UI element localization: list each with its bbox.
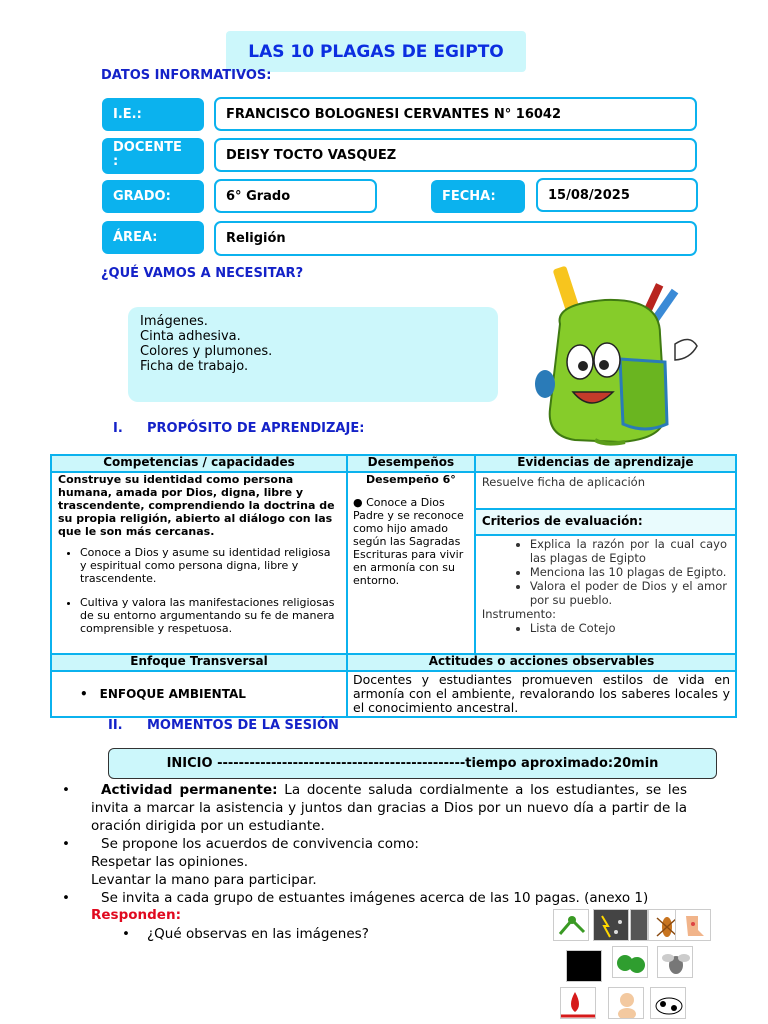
plague-image-darkness-small bbox=[630, 909, 648, 941]
plague-image-darkness bbox=[566, 950, 602, 982]
bullet: • bbox=[62, 782, 70, 798]
plague-image-fly bbox=[657, 946, 693, 978]
actividad-paragraph bbox=[91, 781, 687, 835]
materials-box bbox=[128, 307, 498, 402]
ie-value: FRANCISCO BOLOGNESI CERVANTES N° 16042 bbox=[214, 97, 697, 131]
fecha-label: FECHA: bbox=[431, 180, 525, 213]
proposito-number: I. bbox=[113, 421, 123, 436]
enfoque-text: ENFOQUE AMBIENTAL bbox=[99, 687, 246, 701]
plague-image-blood bbox=[560, 987, 596, 1019]
header-enfoque: Enfoque Transversal bbox=[51, 654, 347, 671]
acuerdos-text: Se propone los acuerdos de convivencia como: bbox=[101, 836, 419, 852]
material-item: Imágenes. bbox=[140, 314, 208, 329]
docente-label-text: DOCENTE bbox=[113, 140, 182, 155]
fecha-value: 15/08/2025 bbox=[536, 178, 698, 212]
enfoque-cell bbox=[51, 671, 347, 717]
plague-image-cattle bbox=[650, 987, 686, 1019]
proposito-heading: PROPÓSITO DE APRENDIZAJE: bbox=[147, 421, 365, 436]
docente-label bbox=[102, 138, 204, 174]
criterio-item: • Valora el poder de Dios y el amor por su pueblo. bbox=[530, 579, 727, 607]
area-value: Religión bbox=[214, 221, 697, 256]
momentos-heading: MOMENTOS DE LA SESIÓN bbox=[147, 718, 339, 733]
criterios-title: Criterios de evaluación: bbox=[475, 509, 736, 535]
acuerdo-1: Respetar las opiniones. bbox=[91, 854, 249, 870]
acuerdo-2: Levantar la mano para participar. bbox=[91, 872, 317, 888]
grado-label: GRADO: bbox=[102, 180, 204, 213]
instrumento-label: Instrumento: bbox=[481, 607, 556, 621]
capacidad-item: • Cultiva y valora las manifestaciones religiosas de su entorno argumentando su fe de manera comprensible y respetuosa. bbox=[80, 596, 340, 635]
header-desempenos: Desempeños bbox=[347, 455, 475, 472]
instrumento-item: • Lista de Cotejo bbox=[530, 621, 727, 635]
enfoque-bullet: • bbox=[80, 687, 88, 701]
header-competencias: Competencias / capacidades bbox=[51, 455, 347, 472]
ie-label: I.E.: bbox=[102, 98, 204, 131]
bullet: • bbox=[62, 890, 70, 906]
material-item: Colores y plumones. bbox=[140, 344, 273, 359]
grado-value: 6° Grado bbox=[214, 179, 377, 213]
bullet: • bbox=[122, 926, 130, 942]
plague-image-firstborn bbox=[608, 987, 644, 1019]
competencia-cell bbox=[51, 472, 347, 654]
docente-label-colon: : bbox=[113, 154, 119, 169]
area-label: ÁREA: bbox=[102, 221, 204, 254]
responden-label: Responden: bbox=[91, 907, 181, 923]
inicio-bar: INICIO ----------------------------------------------tiempo aproximado:20min bbox=[108, 748, 717, 779]
plague-image-boils bbox=[675, 909, 711, 941]
criterio-item: • Explica la razón por la cual cayo las plagas de Egipto bbox=[530, 537, 727, 565]
pregunta-1: ¿Qué observas en las imágenes? bbox=[147, 926, 369, 942]
desempeno-title: Desempeño 6° bbox=[366, 473, 456, 486]
criterios-cell bbox=[475, 535, 736, 654]
plague-image-hail bbox=[593, 909, 629, 941]
desempeno-cell bbox=[347, 472, 475, 654]
evidencia-text: Resuelve ficha de aplicación bbox=[475, 472, 736, 509]
capacidad-item: • Conoce a Dios y asume su identidad religiosa y espiritual como persona digna, libre y trascendente. bbox=[80, 546, 340, 585]
header-evidencias: Evidencias de aprendizaje bbox=[475, 455, 736, 472]
plague-image-locust bbox=[553, 909, 589, 941]
datos-heading: DATOS INFORMATIVOS: bbox=[101, 68, 272, 83]
actividad-text: La docente saluda cordialmente a los estudiantes, se les invita a marcar la asistencia y juntos dan gracias a Dios por un nuevo día a partir de la oración dirigida por un estudiante. bbox=[91, 782, 687, 834]
actitudes-text: Docentes y estudiantes promueven estilos de vida en armonía con el ambiente, revalorando los saberes locales y el conocimiento ancestral. bbox=[347, 671, 736, 717]
necesitar-heading: ¿QUÉ VAMOS A NECESITAR? bbox=[101, 266, 304, 281]
momentos-number: II. bbox=[108, 718, 123, 733]
criterio-item: • Menciona las 10 plagas de Egipto. bbox=[530, 565, 727, 579]
actividad-label: Actividad permanente: bbox=[101, 782, 278, 798]
invita-text: Se invita a cada grupo de estuantes imágenes acerca de las 10 pagas. (anexo 1) bbox=[101, 890, 649, 906]
material-item: Cinta adhesiva. bbox=[140, 329, 241, 344]
material-item: Ficha de trabajo. bbox=[140, 359, 249, 374]
competencia-text: Construye su identidad como persona humana, amada por Dios, digna, libre y trascendente, comprendiendo la doctrina de su propia religión, abierto al diálogo con las que le son más cercanas. bbox=[58, 473, 335, 538]
plague-image-frogs bbox=[612, 946, 648, 978]
desempeno-text: ● Conoce a Dios Padre y se reconoce como hijo amado según las Sagradas Escrituras para vivir en armonía con su entorno. bbox=[353, 496, 464, 587]
page-title: LAS 10 PLAGAS DE EGIPTO bbox=[226, 31, 526, 72]
header-actitudes: Actitudes o acciones observables bbox=[347, 654, 736, 671]
competencias-table bbox=[50, 454, 737, 718]
backpack-illustration bbox=[525, 264, 715, 449]
docente-value: DEISY TOCTO VASQUEZ bbox=[214, 138, 697, 172]
bullet: • bbox=[62, 836, 70, 852]
